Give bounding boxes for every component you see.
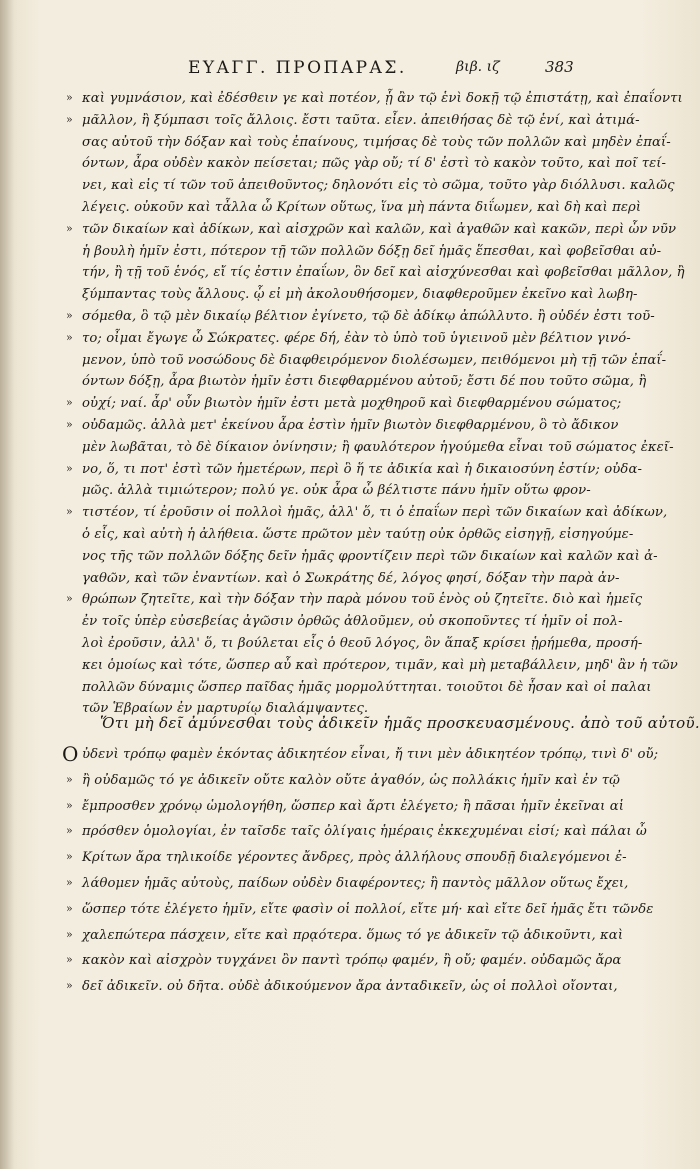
line-text: καὶ γυμνάσιον, καὶ ἐδέσθειν γε καὶ ποτέον, ᾗ ἂν τῷ ἑνὶ δοκῇ τῷ ἐπιστάτῃ, καὶ ἐπαΐοντι [82,91,683,106]
text-line [0,524,700,548]
text-line [0,153,700,177]
line-text: σας αὐτοῦ τὴν δόξαν καὶ τοὺς ἐπαίνους, τιμήσας δὲ τοὺς τῶν πολλῶν καὶ μηδὲν ἐπαΐ- [82,134,671,150]
text-line [0,546,700,570]
text-line [0,241,700,265]
text-line [0,328,700,352]
quotation-marker: » [66,901,73,915]
line-text: ὁ εἷς, καὶ αὐτὴ ἡ ἀλήθεια. ὥστε πρῶτον μὲν ταύτῃ οὐκ ὀρθῶς εἰσηγῇ, εἰσηγούμε- [82,527,634,542]
section-heading: Ὅτι μὴ δεῖ ἀμύνεσθαι τοὺς ἀδικεῖν ἡμᾶς προσκευασμένους. ἀπὸ τοῦ αὐτοῦ. [100,714,700,732]
line-text: λάθομεν ἡμᾶς αὐτοὺς, παίδων οὐδὲν διαφέροντες; ἢ παντὸς μᾶλλον οὕτως ἔχει, [82,876,629,891]
line-text: κακὸν καὶ αἰσχρὸν τυγχάνει ὂν παντὶ τρόπῳ φαμέν, ἢ οὔ; φαμέν. οὐδαμῶς ἄρα [82,953,622,969]
text-line [0,925,700,949]
text-line [0,950,700,974]
text-line [0,284,700,308]
text-line [0,415,700,439]
text-line [0,770,700,794]
quotation-marker: » [66,221,73,235]
quotation-marker: » [66,876,73,889]
initial-letter: Ο [62,742,79,766]
line-text: μῶς. ἀλλὰ τιμιώτερον; πολύ γε. οὐκ ἆρα ὦ βέλτιστε πάνυ ἡμῖν οὕτω φρον- [82,483,591,499]
text-line [0,437,700,461]
text-line [0,821,700,845]
line-text: το; οἶμαι ἔγωγε ὦ Σώκρατες. φέρε δή, ἐὰν τὸ ὑπὸ τοῦ ὑγιεινοῦ μὲν βέλτιον γινό- [82,330,631,346]
text-line [0,633,700,657]
line-text: θρώπων ζητεῖτε, καὶ τὴν δόξαν τὴν παρὰ μόνου τοῦ ἑνὸς οὐ ζητεῖτε. διὸ καὶ ἡμεῖς [82,592,643,608]
text-line [0,744,700,768]
quotation-marker: » [66,953,73,967]
line-text: ξύμπαντας τοὺς ἄλλους. ᾧ εἰ μὴ ἀκολουθήσομεν, διαφθεροῦμεν ἐκεῖνο καὶ λωβη- [82,287,638,303]
quotation-marker: » [66,798,73,812]
text-line [0,899,700,923]
text-line [0,611,700,635]
line-text: λέγεις. οὐκοῦν καὶ τἆλλα ὦ Κρίτων οὕτως, ἵνα μὴ πάντα διΐωμεν, καὶ δὴ καὶ περὶ [82,200,642,215]
line-text: Κρίτων ἄρα τηλικοίδε γέροντες ἄνδρες, πρὸς ἀλλήλους σπουδῇ διαλεγόμενοι ἐ- [82,850,627,866]
line-text: μενον, ὑπὸ τοῦ νοσώδους δὲ διαφθειρόμενον διολέσωμεν, πειθόμενοι μὴ τῇ τῶν ἐπαΐ- [82,352,667,368]
quotation-marker: » [66,330,73,344]
line-text: λοὶ ἐροῦσιν, ἀλλ' ὅ, τι βούλεται εἷς ὁ θεοῦ λόγος, ὃν ἅπαξ κρίσει ᾑρήμεθα, προσή- [82,636,643,651]
quotation-marker: » [66,396,73,410]
quotation-marker: » [66,979,73,993]
line-text: νει, καὶ εἰς τί τῶν τοῦ ἀπειθοῦντος; δηλονότι εἰς τὸ σῶμα, τοῦτο γὰρ διόλλυσι. καλῶς [82,178,675,194]
line-text: τήν, ἢ τῇ τοῦ ἑνός, εἴ τίς ἐστιν ἐπαΐων, ὃν δεῖ καὶ αἰσχύνεσθαι καὶ φοβεῖσθαι μᾶλλον, ἢ [82,265,685,281]
line-text: πολλῶν δύναμις ὥσπερ παῖδας ἡμᾶς μορμολύττηται. τοιοῦτοι δὲ ἦσαν καὶ οἱ παλαι [82,679,652,695]
quotation-marker: » [66,418,73,431]
quotation-marker: » [66,850,73,864]
line-text: οὐδαμῶς. ἀλλὰ μετ' ἐκείνου ἆρα ἐστὶν ἡμῖν βιωτὸν διεφθαρμένου, ὃ τὸ ἄδικον [82,418,619,433]
text-line [0,796,700,820]
page-number: 383 [545,58,574,76]
text-line [0,976,700,1000]
text-line [0,873,700,897]
text-line [0,132,700,156]
quotation-marker: » [66,592,73,606]
line-text: νος τῆς τῶν πολλῶν δόξης δεῖν ἡμᾶς φροντίζειν περὶ τῶν δικαίων καὶ καλῶν καὶ ἀ- [82,548,658,564]
text-line [0,480,700,504]
line-text: σόμεθα, ὃ τῷ μὲν δικαίῳ βέλτιον ἐγίνετο, τῷ δὲ ἀδίκῳ ἀπώλλυτο. ἢ οὐδέν ἐστι τοῦ- [82,309,655,324]
quotation-marker: » [66,309,73,322]
line-text: τῶν δικαίων καὶ ἀδίκων, καὶ αἰσχρῶν καὶ καλῶν, καὶ ἀγαθῶν καὶ κακῶν, περὶ ὧν νῦν [82,221,677,237]
text-line [0,502,700,526]
text-line [0,175,700,199]
line-text: ἔμπροσθεν χρόνῳ ὡμολογήθη, ὥσπερ καὶ ἄρτι ἐλέγετο; ἢ πᾶσαι ἡμῖν ἐκεῖναι αἱ [82,798,624,814]
quotation-marker: » [66,461,73,475]
text-line [0,589,700,613]
line-text: τῶν Ἑβραίων ἐν μαρτυρίῳ διαλάμψαντες. [82,701,369,717]
text-line [0,568,700,592]
text-line [0,371,700,395]
line-text: τιστέον, τί ἐροῦσιν οἱ πολλοὶ ἡμᾶς, ἀλλ' ὅ, τι ὁ ἐπαΐων περὶ τῶν δικαίων καὶ ἀδίκων, [82,505,668,521]
line-text: γαθῶν, καὶ τῶν ἐναντίων. καὶ ὁ Σωκράτης δέ, λόγος φησί, δόξαν τὴν παρὰ ἀν- [82,570,620,586]
quotation-marker: » [66,505,73,519]
text-line [0,459,700,483]
line-text: νο, ὅ, τι ποτ' ἐστὶ τῶν ἡμετέρων, περὶ ὃ ἥ τε ἀδικία καὶ ἡ δικαιοσύνη ἐστίν; οὐδα- [82,461,643,477]
page-header [0,58,700,80]
line-text: όντων, ἆρα οὐδὲν κακὸν πείσεται; πῶς γὰρ οὔ; τί δ' ἐστὶ τὸ κακὸν τοῦτο, καὶ ποῖ τεί- [82,156,667,172]
text-line [0,677,700,701]
text-line [0,350,700,374]
book-number: βιβ. ιζ [456,59,500,75]
running-head: ΕΥΑΓΓ. ΠΡΟΠΑΡΑΣ. [188,58,407,78]
line-text: ἡ βουλὴ ἡμῖν ἐστι, πότερον τῇ τῶν πολλῶν δόξῃ δεῖ ἡμᾶς ἕπεσθαι, καὶ φοβεῖσθαι αὐ- [82,243,662,259]
line-text: οὐχί; ναί. ἆρ' οὖν βιωτὸν ἡμῖν ἐστι μετὰ μοχθηροῦ καὶ διεφθαρμένου σώματος; [82,396,622,412]
quotation-marker: » [66,824,73,838]
text-line [0,219,700,243]
line-text: ὐδενὶ τρόπῳ φαμὲν ἑκόντας ἀδικητέον εἶναι, ἤ τινι μὲν ἀδικητέον τρόπῳ, τινὶ δ' οὔ; [82,747,659,762]
text-line [0,197,700,221]
text-line [0,110,700,134]
line-text: ἐν τοῖς ὑπὲρ εὐσεβείας ἀγῶσιν ὀρθῶς ἀθλοῦμεν, οὐ σκοποῦντες τί ἡμῖν οἱ πολ- [82,614,623,630]
text-line [0,393,700,417]
line-text: κει ὁμοίως καὶ τότε, ὥσπερ αὖ καὶ πρότερον, τιμᾶν, καὶ μὴ μεταβάλλειν, μηδ' ἂν ἡ τῶν [82,657,678,673]
line-text: δεῖ ἀδικεῖν. οὐ δῆτα. οὐδὲ ἀδικούμενον ἄρα ἀνταδικεῖν, ὡς οἱ πολλοὶ οἴονται, [82,979,618,995]
text-line [0,655,700,679]
text-line [0,306,700,330]
text-line [0,88,700,112]
line-text: χαλεπώτερα πάσχειν, εἴτε καὶ πρᾳότερα. ὅμως τό γε ἀδικεῖν τῷ ἀδικοῦντι, καὶ [82,927,624,943]
line-text: όντων δόξῃ, ἆρα βιωτὸν ἡμῖν ἐστι διεφθαρμένου αὐτοῦ; ἔστι δέ που τοῦτο σῶμα, ἢ [82,374,647,390]
text-line [0,847,700,871]
quotation-marker: » [66,772,73,786]
line-text: μὲν λωβᾶται, τὸ δὲ δίκαιον ὀνίνησιν; ἢ φαυλότερον ἡγούμεθα εἶναι τοῦ σώματος ἐκεῖ- [82,439,674,455]
quotation-marker: » [66,91,73,104]
line-text: μᾶλλον, ἢ ξύμπασι τοῖς ἄλλοις. ἔστι ταῦτα. εἶεν. ἀπειθήσας δὲ τῷ ἑνί, καὶ ἀτιμά- [82,112,640,128]
quotation-marker: » [66,927,73,941]
quotation-marker: » [66,112,73,126]
line-text: ὥσπερ τότε ἐλέγετο ἡμῖν, εἴτε φασὶν οἱ πολλοί, εἴτε μή· καὶ εἴτε δεῖ ἡμᾶς ἔτι τῶνδε [82,901,654,917]
line-text: πρόσθεν ὁμολογίαι, ἐν ταῖσδε ταῖς ὀλίγαις ἡμέραις ἐκκεχυμέναι εἰσί; καὶ πάλαι ὦ [82,824,647,840]
line-text: ἢ οὐδαμῶς τό γε ἀδικεῖν οὔτε καλὸν οὔτε ἀγαθόν, ὡς πολλάκις ἡμῖν καὶ ἐν τῷ [82,772,621,788]
text-line [0,262,700,286]
